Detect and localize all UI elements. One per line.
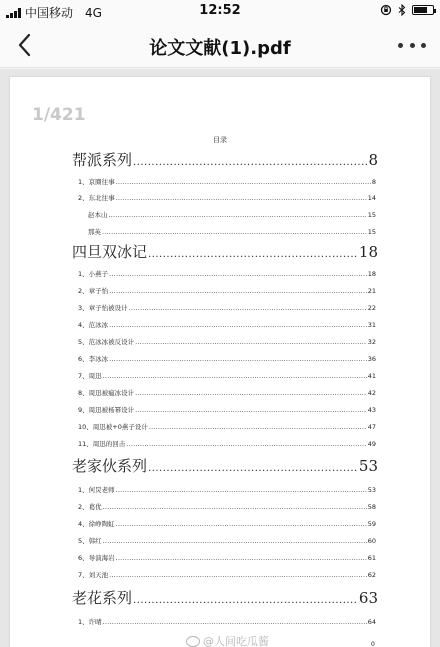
toc-leader	[135, 389, 367, 397]
toc-leader	[116, 178, 371, 186]
toc-item[interactable]	[78, 439, 376, 449]
toc-section-title: 老家伙系列	[72, 457, 148, 475]
toc-item-page: 21	[367, 287, 376, 295]
toc-item-label: 赵本山	[88, 211, 108, 219]
toc-item-page: 18	[367, 270, 376, 278]
toc-item[interactable]	[78, 320, 376, 330]
page-footer-number: 0	[371, 641, 375, 647]
toc-leader	[129, 304, 367, 312]
toc-item[interactable]	[78, 536, 376, 546]
toc-leader	[135, 406, 367, 414]
toc-leader	[149, 423, 367, 431]
toc-leader	[126, 440, 366, 448]
toc-item[interactable]	[78, 485, 376, 495]
toc-section-page: 18	[358, 243, 378, 261]
toc-item-page: 32	[367, 338, 376, 346]
toc-leader	[109, 571, 367, 579]
toc-item[interactable]	[78, 570, 376, 580]
battery-icon	[412, 5, 434, 15]
toc-item[interactable]	[78, 371, 376, 381]
toc-item-label: 那英	[88, 228, 101, 236]
toc-item-page: 22	[367, 304, 376, 312]
toc-section-title: 帮派系列	[72, 151, 133, 169]
toc-item-page: 15	[367, 228, 376, 236]
toc-item-label: 6、导演海岩	[78, 554, 115, 562]
toc-leader	[133, 595, 358, 606]
toc-section[interactable]	[72, 149, 378, 169]
toc-item-label: 1、小燕子	[78, 270, 109, 278]
toc-leader	[103, 503, 367, 511]
toc-item-label: 4、范冰冰	[78, 321, 109, 329]
toc-item-page: 15	[367, 211, 376, 219]
toc-item-label: 1、京圈往事	[78, 178, 115, 186]
watermark	[186, 633, 269, 647]
toc-item-label: 7、刘天池	[78, 571, 109, 579]
toc-item-label: 8、周迅被瘟冰设计	[78, 389, 135, 397]
toc-leader	[109, 287, 367, 295]
pdf-viewer[interactable]	[0, 69, 440, 647]
toc-item-label: 7、周迅	[78, 372, 102, 380]
toc-section-page: 53	[358, 457, 378, 475]
toc-leader	[116, 194, 367, 202]
navigation-bar	[0, 22, 440, 68]
toc-section-page: 63	[358, 589, 378, 607]
toc-item[interactable]	[88, 227, 376, 237]
toc-item-label: 4、徐峥陶虹	[78, 520, 115, 528]
toc-item-label: 2、葛优	[78, 503, 102, 511]
toc-item-page: 59	[367, 520, 376, 528]
toc-item-page: 41	[367, 372, 376, 380]
toc-item-page: 42	[367, 389, 376, 397]
toc-item-label: 5、范冰冰被反设计	[78, 338, 135, 346]
more-options-button[interactable]	[398, 34, 426, 56]
toc-leader	[103, 618, 367, 626]
toc-leader	[116, 554, 367, 562]
toc-title: 目录	[213, 136, 227, 144]
toc-leader	[148, 249, 358, 260]
toc-item[interactable]	[88, 210, 376, 220]
toc-section[interactable]	[72, 587, 378, 607]
toc-leader	[135, 338, 367, 346]
network-label: 4G	[85, 5, 102, 20]
toc-item[interactable]	[78, 269, 376, 279]
toc-item-page: 53	[367, 486, 376, 494]
more-dot-icon	[398, 43, 403, 48]
toc-leader	[109, 321, 367, 329]
toc-item-label: 2、章子怡	[78, 287, 109, 295]
toc-leader	[116, 486, 367, 494]
toc-item-page: 43	[367, 406, 376, 414]
toc-item[interactable]	[78, 422, 376, 432]
toc-item-page: 62	[367, 571, 376, 579]
toc-item-page: 14	[367, 194, 376, 202]
status-time: 12:52	[199, 3, 241, 18]
toc-item-label: 5、韩红	[78, 537, 102, 545]
toc-leader	[109, 211, 367, 219]
back-button[interactable]	[14, 32, 38, 58]
toc-section-title: 四旦双冰记	[72, 243, 148, 261]
carrier-label: 中国移动	[25, 6, 74, 20]
toc-item-page: 64	[367, 618, 376, 626]
toc-item-page: 58	[367, 503, 376, 511]
toc-leader	[148, 463, 358, 474]
watermark-text: @人间吃瓜酱	[203, 635, 269, 647]
toc-item-label: 1、许晴	[78, 618, 102, 626]
toc-leader	[109, 355, 367, 363]
toc-section[interactable]	[72, 455, 378, 475]
toc-item[interactable]	[78, 519, 376, 529]
toc-section[interactable]	[72, 241, 378, 261]
more-dot-icon	[410, 43, 415, 48]
toc-item-page: 47	[367, 423, 376, 431]
page-title: 论文文献(1).pdf	[149, 38, 291, 59]
toc-item-page: 49	[367, 440, 376, 448]
toc-section-title: 老花系列	[72, 589, 133, 607]
page-counter: 1/421	[32, 105, 86, 125]
toc-item-label: 2、东北往事	[78, 194, 115, 202]
toc-item-label: 11、周迅的回击	[78, 440, 126, 448]
toc-item[interactable]	[78, 502, 376, 512]
status-bar	[0, 0, 440, 22]
toc-item-page: 8	[371, 178, 376, 186]
toc-item-page: 60	[367, 537, 376, 545]
toc-item-page: 61	[367, 554, 376, 562]
toc-item-label: 10、周迅被+0燕子设计	[78, 423, 148, 431]
pdf-page[interactable]	[10, 77, 430, 647]
toc-item-page: 31	[367, 321, 376, 329]
toc-leader	[133, 157, 367, 168]
toc-item[interactable]	[78, 354, 376, 364]
orientation-lock-icon	[380, 4, 392, 16]
toc-item[interactable]	[78, 388, 376, 398]
toc-item[interactable]	[78, 553, 376, 563]
toc-leader	[116, 520, 367, 528]
toc-item[interactable]	[78, 193, 376, 203]
toc-leader	[103, 372, 367, 380]
toc-item-label: 1、何炅老师	[78, 486, 115, 494]
toc-item-label: 3、章子怡被设计	[78, 304, 128, 312]
toc-item[interactable]	[78, 405, 376, 415]
more-dot-icon	[421, 43, 426, 48]
toc-item[interactable]	[78, 177, 376, 187]
toc-item[interactable]	[78, 286, 376, 296]
weibo-logo-icon	[186, 636, 200, 647]
toc-leader	[109, 270, 367, 278]
chevron-left-icon	[14, 32, 38, 58]
toc-item-label: 6、李冰冰	[78, 355, 109, 363]
toc-leader	[103, 537, 367, 545]
toc-item-label: 9、周迅被杨幂设计	[78, 406, 135, 414]
toc-leader	[102, 228, 367, 236]
toc-item[interactable]	[78, 617, 376, 627]
toc-item-page: 36	[367, 355, 376, 363]
bluetooth-icon	[398, 4, 406, 16]
toc-section-page: 8	[368, 151, 378, 169]
status-right	[380, 4, 434, 16]
toc-item[interactable]	[78, 337, 376, 347]
toc-item[interactable]	[78, 303, 376, 313]
